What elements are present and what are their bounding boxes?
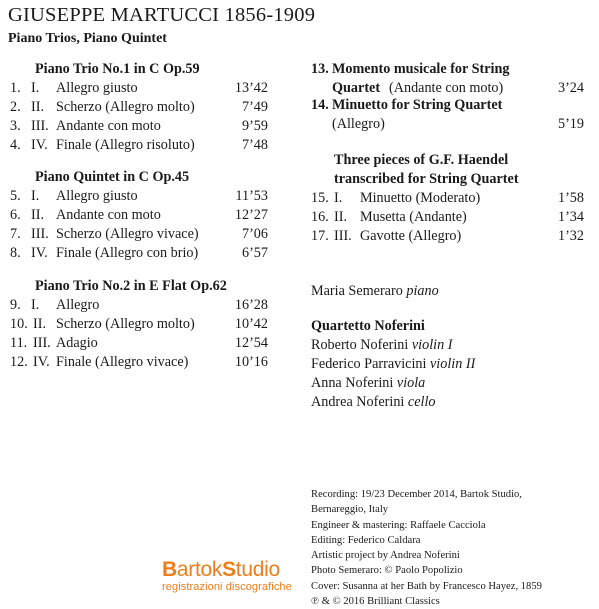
work-piano-quintet	[10, 168, 268, 263]
work-piano-trio-2	[10, 277, 268, 372]
ensemble-name: Quartetto Noferini	[311, 318, 425, 334]
credit-line: Editing: Federico Caldara	[311, 534, 421, 546]
credit-line: Artistic project by Andrea Noferini	[311, 550, 460, 562]
credit-line: Bernareggio, Italy	[311, 504, 389, 516]
work-momento-musicale	[311, 60, 584, 98]
bartok-studio-logo	[162, 560, 292, 593]
credit-line: Engineer & mastering: Raffaele Cacciola	[311, 519, 486, 531]
track-row: 9. I. Allegro 16’28	[10, 297, 268, 313]
track-row: 11. III. Adagio 12’54	[10, 335, 268, 351]
work-title: Piano Trio No.1 in C Op.59	[35, 61, 200, 77]
pianist-instrument: piano	[406, 283, 439, 299]
composer-years: 1856-1909	[224, 4, 316, 26]
track-row: 2. II. Scherzo (Allegro molto) 7’49	[10, 99, 268, 115]
logo-tagline: registrazioni discografiche	[162, 581, 292, 593]
track-row: 5. I. Allegro giusto 11’53	[10, 188, 268, 204]
work-piano-trio-1	[10, 60, 268, 155]
pianist-name: Maria Semeraro	[311, 283, 403, 299]
track-row: 13. Momento musicale for String	[311, 61, 510, 77]
credit-line: Photo Semeraro: © Paolo Popolizio	[311, 565, 463, 577]
pianist	[311, 282, 584, 301]
ensemble-member: Roberto Noferini violin I	[311, 337, 453, 353]
ensemble-member: Federico Parravicini violin II	[311, 356, 476, 372]
track-row: Quartet (Andante con moto) 3’24	[332, 80, 584, 96]
track-row: 12. IV. Finale (Allegro vivace) 10’16	[10, 354, 268, 370]
ensemble	[311, 317, 584, 412]
production-credits	[311, 487, 542, 609]
ensemble-member: Anna Noferini viola	[311, 375, 426, 391]
track-row: 15. I. Minuetto (Moderato) 1’58	[311, 190, 584, 206]
credit-line: Recording: 19/23 December 2014, Bartok Studio,	[311, 489, 522, 500]
track-row: 17. III. Gavotte (Allegro) 1’32	[311, 228, 584, 244]
work-haendel-pieces	[311, 151, 584, 246]
work-title-line2: transcribed for String Quartet	[334, 171, 519, 187]
track-row: 1. I. Allegro giusto 13’42	[10, 80, 268, 96]
work-title: Piano Quintet in C Op.45	[35, 169, 190, 185]
credit-line: Cover: Susanna at her Bath by Francesco Hayez, 1859	[311, 580, 542, 592]
track-row: 16. II. Musetta (Andante) 1’34	[311, 209, 584, 225]
album-subtitle: Piano Trios, Piano Quintet	[8, 31, 167, 46]
composer-name: GIUSEPPE MARTUCCI	[8, 4, 220, 26]
track-row: 3. III. Andante con moto 9’59	[10, 118, 268, 134]
track-row: (Allegro) 5’19	[332, 116, 584, 132]
track-row: 7. III. Scherzo (Allegro vivace) 7’06	[10, 226, 268, 242]
work-title: Piano Trio No.2 in E Flat Op.62	[35, 278, 227, 294]
track-row: 6. II. Andante con moto 12’27	[10, 207, 268, 223]
work-minuetto	[311, 96, 584, 134]
composer-heading	[8, 4, 315, 27]
credit-line: ℗ & © 2016 Brilliant Classics	[311, 596, 440, 608]
ensemble-member: Andrea Noferini cello	[311, 394, 436, 410]
performers	[311, 282, 584, 301]
track-row: 4. IV. Finale (Allegro risoluto) 7’48	[10, 137, 268, 153]
logo-wordmark: BartokStudio	[162, 558, 280, 581]
work-title: Three pieces of G.F. Haendel	[334, 152, 509, 168]
track-row: 10. II. Scherzo (Allegro molto) 10’42	[10, 316, 268, 332]
track-row: 14. Minuetto for String Quartet	[311, 97, 503, 113]
track-row: 8. IV. Finale (Allegro con brio) 6’57	[10, 245, 268, 261]
